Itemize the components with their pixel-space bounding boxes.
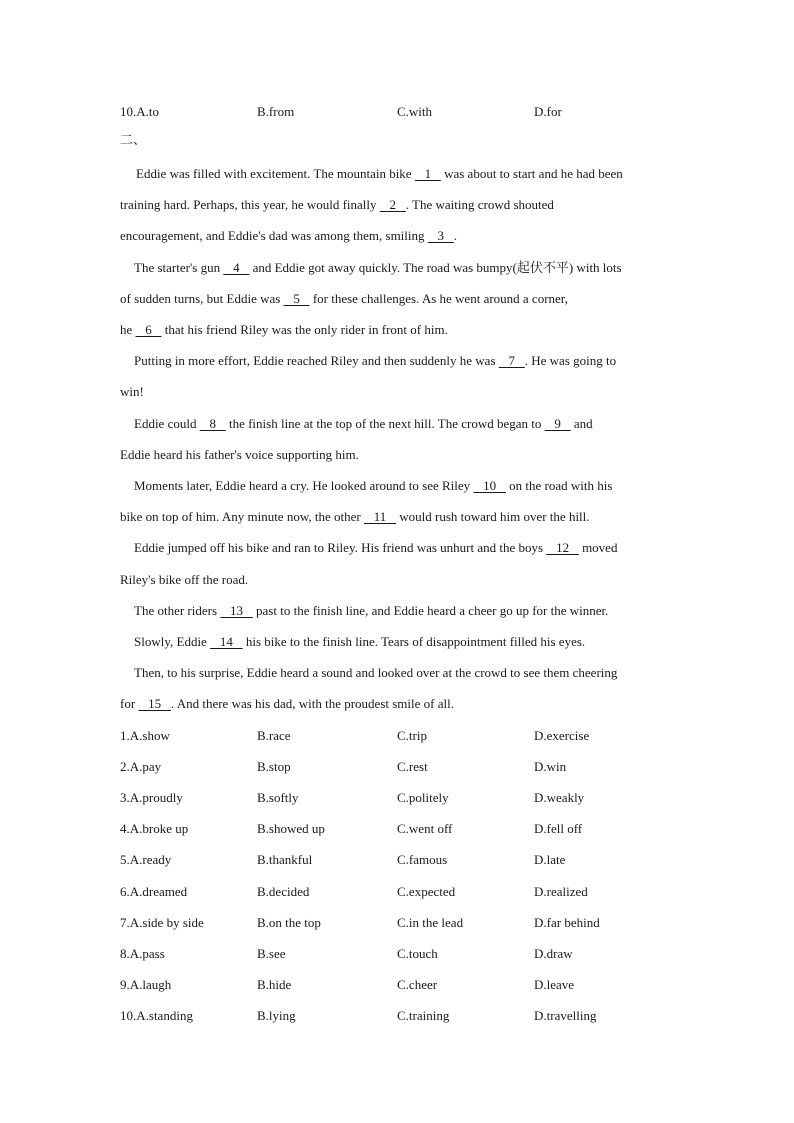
option-a <box>120 913 204 933</box>
passage-text: bike on top of him. Any minute now, the other <box>120 509 364 524</box>
option-a <box>120 819 188 839</box>
option-d: D.late <box>534 852 566 867</box>
option-b: B.see <box>257 946 286 961</box>
option-a <box>120 1006 193 1026</box>
passage-text: encouragement, and Eddie's dad was among them, smiling <box>120 228 428 243</box>
passage-line <box>120 445 359 465</box>
option-c: C.touch <box>397 946 438 961</box>
question-5 <box>120 850 680 870</box>
question-6 <box>120 882 680 902</box>
passage-text: Then, to his surprise, Eddie heard a sound and looked over at the crowd to see them cheering <box>134 665 618 680</box>
option-d: D.leave <box>534 977 575 992</box>
answer-blank: 10 <box>473 478 506 493</box>
question-number: 3. <box>120 790 130 805</box>
option-a <box>120 788 183 808</box>
option-c: C.in the lead <box>397 915 464 930</box>
passage-text: Slowly, Eddie <box>134 634 211 649</box>
passage-text: would rush toward him over the hill. <box>396 509 590 524</box>
option-c: C.expected <box>397 884 456 899</box>
option-c: C.rest <box>397 759 428 774</box>
option-a <box>120 975 171 995</box>
passage-text: The starter's gun <box>134 260 224 275</box>
option-d: D.fell off <box>534 821 583 836</box>
passage-line <box>120 289 568 309</box>
option-d: D.far behind <box>534 915 600 930</box>
option-c: C.with <box>397 104 433 119</box>
answer-blank: 1 <box>414 166 441 181</box>
passage-text: and Eddie got away quickly. The road was bumpy(起伏不平) with lots <box>249 260 622 275</box>
option-text: A.standing <box>136 1008 193 1023</box>
passage-text: was about to start and he had been <box>440 166 623 181</box>
option-c: C.went off <box>397 821 453 836</box>
question-number: 7. <box>120 915 130 930</box>
option-a <box>120 882 187 902</box>
passage-line <box>120 320 448 340</box>
passage-text: his bike to the finish line. Tears of disappointment filled his eyes. <box>242 634 586 649</box>
passage-line <box>134 258 622 278</box>
passage-text: Eddie heard his father's voice supporting him. <box>120 447 359 462</box>
passage-text: Eddie jumped off his bike and ran to Riley. His friend was unhurt and the boys <box>134 540 547 555</box>
option-a <box>120 757 161 777</box>
answer-blank: 5 <box>283 291 310 306</box>
question-1 <box>120 726 680 746</box>
passage-line <box>134 601 608 621</box>
option-b: B.showed up <box>257 821 325 836</box>
answer-blank: 12 <box>546 540 579 555</box>
question-8 <box>120 944 680 964</box>
option-a <box>120 850 171 870</box>
answer-blank: 15 <box>138 696 171 711</box>
passage-text: training hard. Perhaps, this year, he would finally <box>120 197 380 212</box>
question-3 <box>120 788 680 808</box>
option-d: D.draw <box>534 946 573 961</box>
option-d: D.win <box>534 759 567 774</box>
question-2 <box>120 757 680 777</box>
question-number: 1. <box>120 728 130 743</box>
passage-line <box>120 195 554 215</box>
previous-question-10 <box>120 102 680 122</box>
option-d: D.weakly <box>534 790 585 805</box>
question-number: 9. <box>120 977 130 992</box>
option-c: C.cheer <box>397 977 438 992</box>
option-text: A.show <box>129 728 170 743</box>
option-c: C.politely <box>397 790 449 805</box>
section-heading: 二、 <box>120 132 147 147</box>
passage-line <box>134 663 617 683</box>
passage-text: the finish line at the top of the next hill. The crowd began to <box>225 416 545 431</box>
passage-text: Moments later, Eddie heard a cry. He looked around to see Riley <box>134 478 474 493</box>
option-d: D.travelling <box>534 1008 597 1023</box>
option-d: D.exercise <box>534 728 590 743</box>
option-c: C.training <box>397 1008 450 1023</box>
passage-text: Eddie could <box>134 416 200 431</box>
option-text: A.pay <box>129 759 162 774</box>
answer-blank: 3 <box>427 228 454 243</box>
passage-text: on the road with his <box>505 478 613 493</box>
option-text: A.proudly <box>129 790 183 805</box>
option-text: A.side by side <box>129 915 204 930</box>
passage-text: Riley's bike off the road. <box>120 572 249 587</box>
option-b: B.thankful <box>257 852 313 867</box>
passage-text: Putting in more effort, Eddie reached Riley and then suddenly he was <box>134 353 499 368</box>
option-d: D.for <box>534 104 562 119</box>
option-text: A.pass <box>129 946 165 961</box>
passage-text: win! <box>120 384 144 399</box>
option-b: B.softly <box>257 790 299 805</box>
passage-text: for these challenges. As he went around a corner, <box>309 291 568 306</box>
question-4 <box>120 819 680 839</box>
answer-blank: 11 <box>363 509 396 524</box>
passage-text: . And there was his dad, with the proudest smile of all. <box>170 696 454 711</box>
option-text: A.broke up <box>129 821 189 836</box>
option-a <box>120 944 165 964</box>
option-text: A.laugh <box>129 977 172 992</box>
passage-line <box>120 382 144 402</box>
answer-blank: 13 <box>220 603 253 618</box>
answer-blank: 14 <box>210 634 243 649</box>
question-number: 10. <box>120 1008 137 1023</box>
option-text: A.ready <box>129 852 172 867</box>
option-b: B.decided <box>257 884 310 899</box>
question-7 <box>120 913 680 933</box>
option-text: A.dreamed <box>129 884 188 899</box>
passage-text: . He was going to <box>524 353 617 368</box>
passage-text: . The waiting crowd shouted <box>405 197 554 212</box>
passage-line <box>120 570 248 590</box>
option-b: B.from <box>257 104 295 119</box>
answer-blank: 7 <box>498 353 525 368</box>
option-c: C.trip <box>397 728 427 743</box>
option-b: B.stop <box>257 759 291 774</box>
passage-line <box>134 632 585 652</box>
question-number: 8. <box>120 946 130 961</box>
passage-text: moved <box>578 540 618 555</box>
option-b: B.hide <box>257 977 292 992</box>
option-a: 10.A.to <box>120 104 159 119</box>
option-b: B.race <box>257 728 291 743</box>
option-b: B.on the top <box>257 915 321 930</box>
option-a <box>120 726 170 746</box>
passage-text: Eddie was filled with excitement. The mountain bike <box>136 166 415 181</box>
option-c: C.famous <box>397 852 448 867</box>
passage-line <box>120 694 454 714</box>
passage-line <box>134 476 612 496</box>
question-9 <box>120 975 680 995</box>
question-number: 2. <box>120 759 130 774</box>
passage-line <box>134 351 616 371</box>
question-10 <box>120 1006 680 1026</box>
passage-text: that his friend Riley was the only rider in front of him. <box>161 322 448 337</box>
passage-text: for <box>120 696 139 711</box>
question-number: 5. <box>120 852 130 867</box>
answer-blank: 2 <box>379 197 406 212</box>
passage-line <box>134 538 617 558</box>
passage-line <box>120 507 590 527</box>
passage-text: he <box>120 322 136 337</box>
passage-text: past to the finish line, and Eddie heard a cheer go up for the winner. <box>252 603 609 618</box>
answer-blank: 4 <box>223 260 250 275</box>
passage-line <box>136 164 623 184</box>
passage-text: of sudden turns, but Eddie was <box>120 291 284 306</box>
answer-blank: 8 <box>199 416 226 431</box>
question-number: 4. <box>120 821 130 836</box>
passage-text: and <box>570 416 593 431</box>
answer-blank: 6 <box>135 322 162 337</box>
option-b: B.lying <box>257 1008 296 1023</box>
passage-text: . <box>453 228 458 243</box>
answer-blank: 9 <box>544 416 571 431</box>
option-d: D.realized <box>534 884 588 899</box>
passage-text: The other riders <box>134 603 221 618</box>
passage-line <box>120 226 457 246</box>
passage-line <box>134 414 593 434</box>
question-number: 6. <box>120 884 130 899</box>
